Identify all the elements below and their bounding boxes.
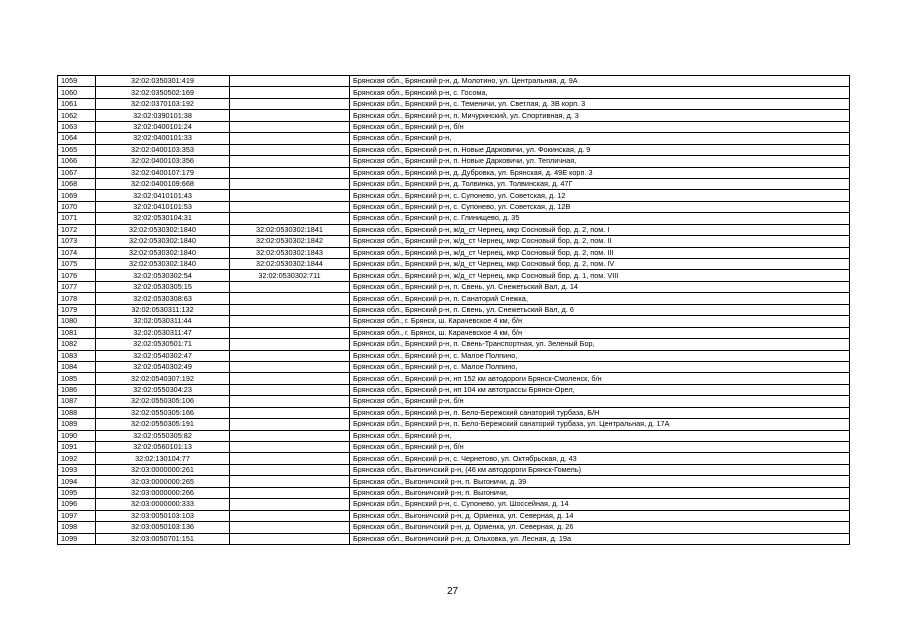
property-registry-table	[57, 75, 850, 545]
address-cell: Брянская обл., Брянский р-н, с. Малое Полпино,	[350, 361, 850, 372]
table-row	[58, 201, 850, 212]
cadastral-number-cell: 32:03:0050701:151	[96, 533, 230, 544]
address-cell: Брянская обл., Брянский р-н, б/н	[350, 442, 850, 453]
address-cell: Брянская обл., Брянский р-н, ж/д_ст Чернец, мкр Сосновый бор, д. 2, пом. II	[350, 236, 850, 247]
table-row	[58, 419, 850, 430]
sub-cadastral-number-cell	[230, 110, 350, 121]
address-cell: Брянская обл., Выгоничский р-н, д. Орменка, ул. Северная, д. 26	[350, 522, 850, 533]
cadastral-number-cell: 32:02:0530302:54	[96, 270, 230, 281]
table-row	[58, 407, 850, 418]
row-number-cell: 1095	[58, 487, 96, 498]
table-row	[58, 316, 850, 327]
address-cell: Брянская обл., г. Брянск, ш. Карачевское 4 км, б/н	[350, 327, 850, 338]
table-row	[58, 133, 850, 144]
table-row	[58, 156, 850, 167]
table-row	[58, 430, 850, 441]
table-row	[58, 327, 850, 338]
row-number-cell: 1077	[58, 281, 96, 292]
sub-cadastral-number-cell	[230, 316, 350, 327]
table-row	[58, 224, 850, 235]
cadastral-number-cell: 32:02:0530305:15	[96, 281, 230, 292]
address-cell: Брянская обл., Брянский р-н, с. Госома,	[350, 87, 850, 98]
table-row	[58, 350, 850, 361]
sub-cadastral-number-cell	[230, 442, 350, 453]
sub-cadastral-number-cell: 32:02:0530302:1842	[230, 236, 350, 247]
row-number-cell: 1091	[58, 442, 96, 453]
table-row	[58, 178, 850, 189]
sub-cadastral-number-cell: 32:02:0530302:1841	[230, 224, 350, 235]
cadastral-number-cell: 32:02:0400103:356	[96, 156, 230, 167]
row-number-cell: 1087	[58, 396, 96, 407]
table-row	[58, 247, 850, 258]
row-number-cell: 1060	[58, 87, 96, 98]
address-cell: Брянская обл., Брянский р-н, п. Санаторий Снежка,	[350, 293, 850, 304]
row-number-cell: 1065	[58, 144, 96, 155]
cadastral-number-cell: 32:02:0530302:1840	[96, 236, 230, 247]
address-cell: Брянская обл., Брянский р-н, п. Бело-Бережский санаторий турбаза, ул. Центральная, д. 17А	[350, 419, 850, 430]
cadastral-number-cell: 32:03:0000000:266	[96, 487, 230, 498]
cadastral-number-cell: 32:03:0000000:333	[96, 499, 230, 510]
cadastral-number-cell: 32:02:0350301:419	[96, 76, 230, 87]
sub-cadastral-number-cell	[230, 510, 350, 521]
address-cell: Брянская обл., Брянский р-н, б/н	[350, 121, 850, 132]
sub-cadastral-number-cell	[230, 281, 350, 292]
row-number-cell: 1066	[58, 156, 96, 167]
sub-cadastral-number-cell	[230, 430, 350, 441]
row-number-cell: 1078	[58, 293, 96, 304]
cadastral-number-cell: 32:02:0530104:31	[96, 213, 230, 224]
address-cell: Брянская обл., Брянский р-н, д. Молотино, ул. Центральная, д. 9А	[350, 76, 850, 87]
row-number-cell: 1094	[58, 476, 96, 487]
sub-cadastral-number-cell	[230, 98, 350, 109]
row-number-cell: 1097	[58, 510, 96, 521]
table-row	[58, 396, 850, 407]
table-row	[58, 281, 850, 292]
cadastral-number-cell: 32:02:0540307:192	[96, 373, 230, 384]
cadastral-number-cell: 32:02:0530302:1840	[96, 224, 230, 235]
sub-cadastral-number-cell: 32:02:0530302:1843	[230, 247, 350, 258]
row-number-cell: 1064	[58, 133, 96, 144]
table-row	[58, 384, 850, 395]
table-row	[58, 533, 850, 544]
table-row	[58, 98, 850, 109]
row-number-cell: 1063	[58, 121, 96, 132]
cadastral-number-cell: 32:02:0390101:38	[96, 110, 230, 121]
address-cell: Брянская обл., Брянский р-н, ж/д_ст Чернец, мкр Сосновый бор, д. 2, пом. IV	[350, 259, 850, 270]
cadastral-number-cell: 32:02:0530311:47	[96, 327, 230, 338]
sub-cadastral-number-cell: 32:02:0530302:711	[230, 270, 350, 281]
row-number-cell: 1061	[58, 98, 96, 109]
sub-cadastral-number-cell	[230, 133, 350, 144]
address-cell: Брянская обл., Брянский р-н, нп 152 км автодороги Брянск-Смоленск, б/н	[350, 373, 850, 384]
address-cell: Брянская обл., Брянский р-н, п. Новые Дарковичи, ул. Фокинская, д. 9	[350, 144, 850, 155]
sub-cadastral-number-cell	[230, 499, 350, 510]
table-row	[58, 464, 850, 475]
sub-cadastral-number-cell	[230, 419, 350, 430]
table-row	[58, 144, 850, 155]
sub-cadastral-number-cell	[230, 293, 350, 304]
address-cell: Брянская обл., Брянский р-н, ж/д_ст Чернец, мкр Сосновый бор, д. 1, пом. VIII	[350, 270, 850, 281]
sub-cadastral-number-cell	[230, 167, 350, 178]
row-number-cell: 1093	[58, 464, 96, 475]
cadastral-number-cell: 32:02:0540302:49	[96, 361, 230, 372]
sub-cadastral-number-cell	[230, 407, 350, 418]
row-number-cell: 1071	[58, 213, 96, 224]
sub-cadastral-number-cell	[230, 396, 350, 407]
address-cell: Брянская обл., Брянский р-н, п. Свень-Транспортная, ул. Зеленый Бор,	[350, 339, 850, 350]
row-number-cell: 1069	[58, 190, 96, 201]
row-number-cell: 1088	[58, 407, 96, 418]
cadastral-number-cell: 32:02:0530302:1840	[96, 247, 230, 258]
row-number-cell: 1068	[58, 178, 96, 189]
table-row	[58, 76, 850, 87]
address-cell: Брянская обл., Выгоничский р-н, п. Выгоничи, д. 39	[350, 476, 850, 487]
cadastral-number-cell: 32:02:0530308:63	[96, 293, 230, 304]
table-row	[58, 259, 850, 270]
table-row	[58, 442, 850, 453]
cadastral-number-cell: 32:02:0400109:668	[96, 178, 230, 189]
sub-cadastral-number-cell	[230, 350, 350, 361]
sub-cadastral-number-cell	[230, 190, 350, 201]
sub-cadastral-number-cell	[230, 201, 350, 212]
address-cell: Брянская обл., Брянский р-н, д. Толвинка, ул. Толвинская, д. 47Г	[350, 178, 850, 189]
sub-cadastral-number-cell	[230, 327, 350, 338]
cadastral-number-cell: 32:02:0400107:179	[96, 167, 230, 178]
row-number-cell: 1081	[58, 327, 96, 338]
table-row	[58, 453, 850, 464]
address-cell: Брянская обл., Брянский р-н, с. Супонево, ул. Советская, д. 12В	[350, 201, 850, 212]
cadastral-number-cell: 32:02:130104:77	[96, 453, 230, 464]
address-cell: Брянская обл., Выгоничский р-н, д. Орменка, ул. Северная, д. 14	[350, 510, 850, 521]
row-number-cell: 1080	[58, 316, 96, 327]
row-number-cell: 1074	[58, 247, 96, 258]
address-cell: Брянская обл., Брянский р-н, с. Супонево, ул. Советская, д. 12	[350, 190, 850, 201]
cadastral-number-cell: 32:02:0530311:44	[96, 316, 230, 327]
address-cell: Брянская обл., Брянский р-н, с. Глинищево, д. 35	[350, 213, 850, 224]
sub-cadastral-number-cell	[230, 384, 350, 395]
row-number-cell: 1098	[58, 522, 96, 533]
cadastral-number-cell: 32:02:0410101:53	[96, 201, 230, 212]
cadastral-number-cell: 32:03:0000000:265	[96, 476, 230, 487]
table-row	[58, 236, 850, 247]
sub-cadastral-number-cell	[230, 361, 350, 372]
cadastral-number-cell: 32:02:0540302:47	[96, 350, 230, 361]
cadastral-number-cell: 32:02:0530311:132	[96, 304, 230, 315]
sub-cadastral-number-cell	[230, 156, 350, 167]
row-number-cell: 1089	[58, 419, 96, 430]
cadastral-number-cell: 32:02:0350502:169	[96, 87, 230, 98]
row-number-cell: 1075	[58, 259, 96, 270]
sub-cadastral-number-cell	[230, 87, 350, 98]
table-row	[58, 190, 850, 201]
address-cell: Брянская обл., Брянский р-н, ж/д_ст Чернец, мкр Сосновый бор, д. 2, пом. III	[350, 247, 850, 258]
cadastral-number-cell: 32:02:0400103:353	[96, 144, 230, 155]
cadastral-number-cell: 32:02:0560101:13	[96, 442, 230, 453]
sub-cadastral-number-cell	[230, 121, 350, 132]
cadastral-number-cell: 32:02:0550305:82	[96, 430, 230, 441]
address-cell: Брянская обл., Брянский р-н,	[350, 430, 850, 441]
registry-table-body	[58, 76, 850, 545]
address-cell: Брянская обл., Брянский р-н, с. Чернетово, ул. Октябрьская, д. 43	[350, 453, 850, 464]
sub-cadastral-number-cell	[230, 178, 350, 189]
address-cell: Брянская обл., Выгоничский р-н, д. Ольховка, ул. Лесная, д. 19а	[350, 533, 850, 544]
cadastral-number-cell: 32:03:0000000:261	[96, 464, 230, 475]
cadastral-number-cell: 32:02:0530501:71	[96, 339, 230, 350]
sub-cadastral-number-cell	[230, 453, 350, 464]
sub-cadastral-number-cell	[230, 373, 350, 384]
row-number-cell: 1084	[58, 361, 96, 372]
address-cell: Брянская обл., Брянский р-н,	[350, 133, 850, 144]
cadastral-number-cell: 32:02:0550305:166	[96, 407, 230, 418]
row-number-cell: 1062	[58, 110, 96, 121]
row-number-cell: 1072	[58, 224, 96, 235]
sub-cadastral-number-cell	[230, 339, 350, 350]
address-cell: Брянская обл., Выгоничский р-н, п. Выгоничи,	[350, 487, 850, 498]
address-cell: Брянская обл., Брянский р-н, нп 104 км автотрассы Брянск-Орел,	[350, 384, 850, 395]
sub-cadastral-number-cell	[230, 487, 350, 498]
address-cell: Брянская обл., Брянский р-н, б/н	[350, 396, 850, 407]
address-cell: Брянская обл., Брянский р-н, ж/д_ст Чернец, мкр Сосновый бор, д. 2, пом. I	[350, 224, 850, 235]
table-row	[58, 476, 850, 487]
row-number-cell: 1092	[58, 453, 96, 464]
cadastral-number-cell: 32:03:0050103:136	[96, 522, 230, 533]
row-number-cell: 1079	[58, 304, 96, 315]
table-row	[58, 373, 850, 384]
sub-cadastral-number-cell	[230, 213, 350, 224]
table-row	[58, 487, 850, 498]
table-row	[58, 522, 850, 533]
table-row	[58, 167, 850, 178]
cadastral-number-cell: 32:02:0370103:192	[96, 98, 230, 109]
table-row	[58, 110, 850, 121]
table-row	[58, 510, 850, 521]
row-number-cell: 1090	[58, 430, 96, 441]
address-cell: Брянская обл., Брянский р-н, п. Новые Дарковичи, ул. Тепличная,	[350, 156, 850, 167]
address-cell: Брянская обл., г. Брянск, ш. Карачевское 4 км, б/н	[350, 316, 850, 327]
table-row	[58, 361, 850, 372]
sub-cadastral-number-cell	[230, 304, 350, 315]
cadastral-number-cell: 32:03:0050103:103	[96, 510, 230, 521]
row-number-cell: 1070	[58, 201, 96, 212]
sub-cadastral-number-cell	[230, 533, 350, 544]
address-cell: Брянская обл., Выгоничский р-н, (46 км автодороги Брянск-Гомель)	[350, 464, 850, 475]
cadastral-number-cell: 32:02:0410101:43	[96, 190, 230, 201]
sub-cadastral-number-cell	[230, 76, 350, 87]
cadastral-number-cell: 32:02:0550305:106	[96, 396, 230, 407]
address-cell: Брянская обл., Брянский р-н, д. Дубровка, ул. Брянская, д. 49Е корп. 3	[350, 167, 850, 178]
cadastral-number-cell: 32:02:0400101:24	[96, 121, 230, 132]
address-cell: Брянская обл., Брянский р-н, п. Свень, ул. Снежетьский Вал, д. 14	[350, 281, 850, 292]
table-row	[58, 499, 850, 510]
address-cell: Брянская обл., Брянский р-н, п. Мичуринский, ул. Спортивная, д. 3	[350, 110, 850, 121]
row-number-cell: 1099	[58, 533, 96, 544]
cadastral-number-cell: 32:02:0550305:191	[96, 419, 230, 430]
table-row	[58, 213, 850, 224]
row-number-cell: 1096	[58, 499, 96, 510]
row-number-cell: 1059	[58, 76, 96, 87]
table-row	[58, 339, 850, 350]
sub-cadastral-number-cell	[230, 464, 350, 475]
row-number-cell: 1083	[58, 350, 96, 361]
row-number-cell: 1073	[58, 236, 96, 247]
row-number-cell: 1067	[58, 167, 96, 178]
page-number: 27	[446, 586, 459, 597]
sub-cadastral-number-cell: 32:02:0530302:1844	[230, 259, 350, 270]
address-cell: Брянская обл., Брянский р-н, п. Бело-Бережский санаторий турбаза, Б/Н	[350, 407, 850, 418]
sub-cadastral-number-cell	[230, 144, 350, 155]
cadastral-number-cell: 32:02:0530302:1840	[96, 259, 230, 270]
address-cell: Брянская обл., Брянский р-н, с. Супонево, ул. Шоссейная, д. 14	[350, 499, 850, 510]
table-row	[58, 121, 850, 132]
row-number-cell: 1086	[58, 384, 96, 395]
sub-cadastral-number-cell	[230, 522, 350, 533]
table-row	[58, 293, 850, 304]
address-cell: Брянская обл., Брянский р-н, п. Свень, ул. Снежетьский Вал, д. 6	[350, 304, 850, 315]
sub-cadastral-number-cell	[230, 476, 350, 487]
table-row	[58, 304, 850, 315]
cadastral-number-cell: 32:02:0400101:33	[96, 133, 230, 144]
row-number-cell: 1082	[58, 339, 96, 350]
address-cell: Брянская обл., Брянский р-н, с. Малое Полпино,	[350, 350, 850, 361]
row-number-cell: 1085	[58, 373, 96, 384]
row-number-cell: 1076	[58, 270, 96, 281]
table-row	[58, 87, 850, 98]
cadastral-number-cell: 32:02:0550304:23	[96, 384, 230, 395]
address-cell: Брянская обл., Брянский р-н, с. Теменичи, ул. Светлая, д. 3В корп. 3	[350, 98, 850, 109]
table-row	[58, 270, 850, 281]
